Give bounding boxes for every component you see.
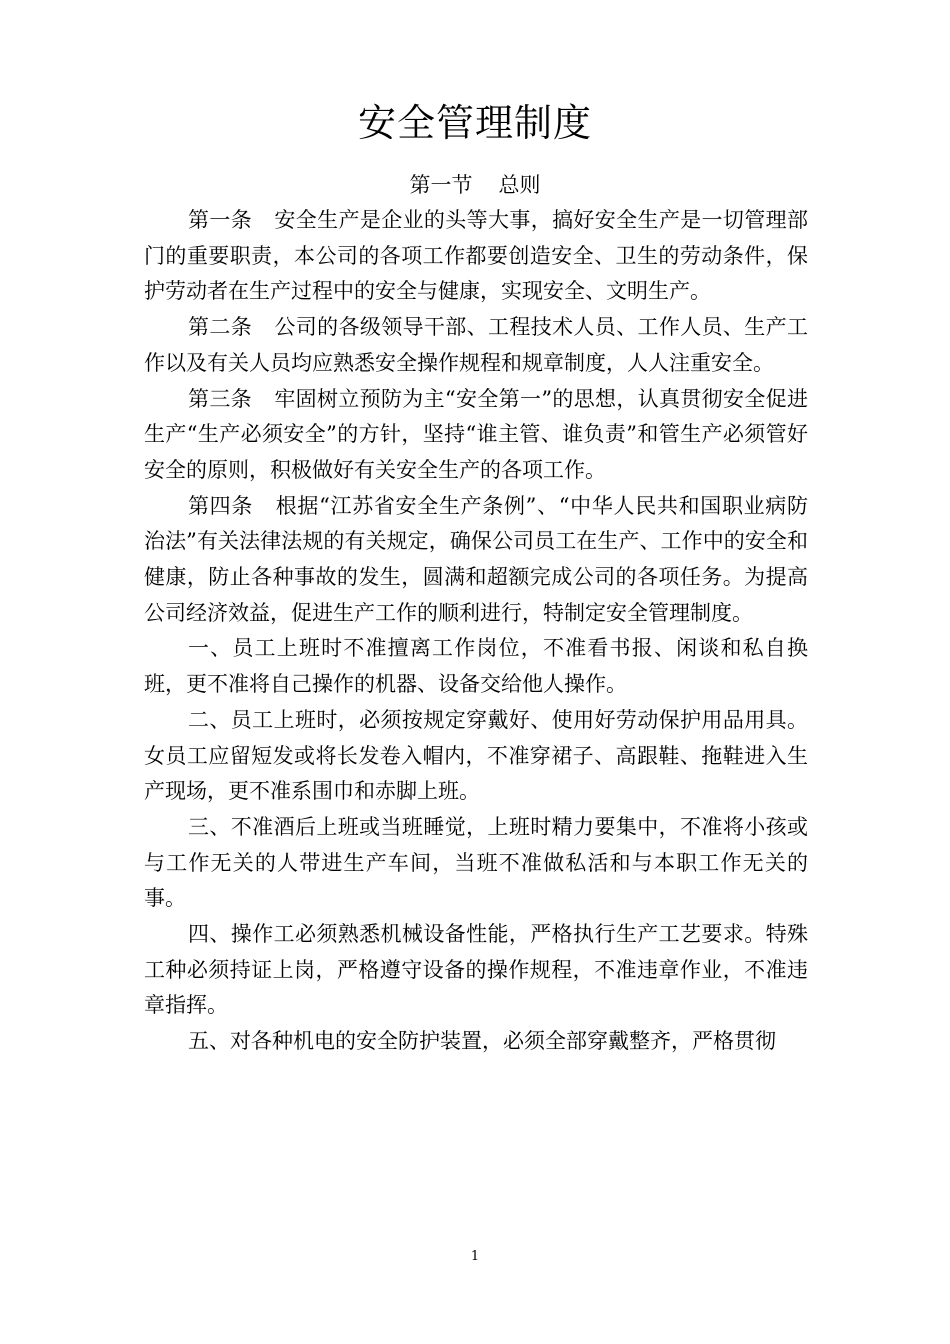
article-label: 第三条 (188, 386, 252, 411)
article-text: 公司的各级领导干部、工程技术人员、工作人员、生产工作以及有关人员均应熟悉安全操作规程和规章制度，人人注重安全。 (144, 315, 809, 375)
rule-2: 二、员工上班时，必须按规定穿戴好、使用好劳动保护用品用具。女员工应留短发或将长发卷入帽内，不准穿裙子、高跟鞋、拖鞋进入生产现场，更不准系围巾和赤脚上班。 (144, 707, 808, 804)
document-title: 安全管理制度 (357, 101, 592, 145)
rule-3: 三、不准酒后上班或当班睡觉，上班时精力要集中，不准将小孩或与工作无关的人带进生产车间，当班不准做私活和与本职工作无关的事。 (144, 814, 808, 911)
article-label: 第一条 (188, 208, 253, 232)
article-2 (144, 310, 808, 381)
article-label: 第二条 (188, 315, 253, 340)
page-number: 1 (470, 1249, 480, 1264)
section-name: 总则 (498, 173, 541, 197)
article-text: 安全生产是企业的头等大事，搞好安全生产是一切管理部门的重要职责，本公司的各项工作都要创造安全、卫生的劳动条件，保护劳动者在生产过程中的安全与健康，实现安全、文明生产。 (144, 208, 809, 304)
article-label: 第四条 (188, 493, 254, 518)
article-4 (144, 489, 808, 632)
rule-1: 一、员工上班时不准擅离工作岗位，不准看书报、闲谈和私自换班，更不准将自己操作的机器、设备交给他人操作。 (144, 636, 808, 697)
section-label: 第一节 (409, 173, 473, 197)
article-3 (144, 382, 808, 489)
rule-5: 五、对各种机电的安全防护装置，必须全部穿戴整齐，严格贯彻 (188, 1029, 776, 1054)
article-text: 根据“江苏省安全生产条例”、“中华人民共和国职业病防治法”有关法律法规的有关规定，确保公司员工在生产、工作中的安全和健康，防止各种事故的发生，圆满和超额完成公司的各项任务。为提高公司经济效益，促进生产工作的顺利进行，特制定安全管理制度。 (144, 493, 808, 625)
section-heading (0, 168, 950, 202)
document-body (144, 203, 808, 1060)
article-1 (144, 203, 808, 310)
article-text: 牢固树立预防为主“安全第一”的思想，认真贯彻安全促进生产“生产必须安全”的方针，坚持“谁主管、谁负责”和管生产必须管好安全的原则，积极做好有关安全生产的各项工作。 (144, 386, 808, 482)
rule-4: 四、操作工必须熟悉机械设备性能，严格执行生产工艺要求。特殊工种必须持证上岗，严格遵守设备的操作规程，不准违章作业，不准违章指挥。 (144, 922, 808, 1018)
